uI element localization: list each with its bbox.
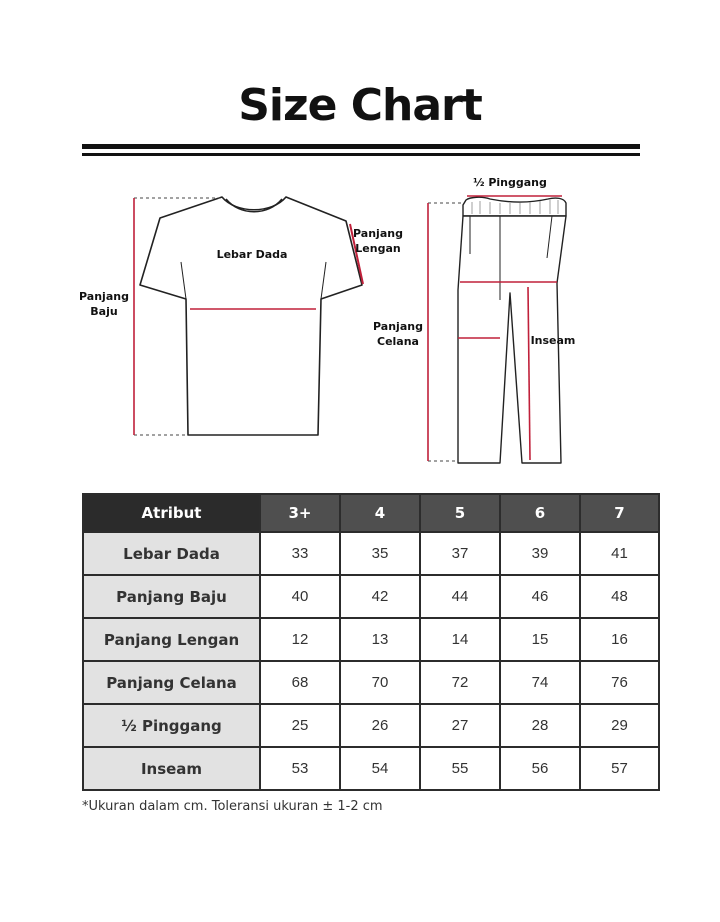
table-cell: 44 — [420, 575, 500, 618]
sleeve-length-label: Panjang Lengan — [353, 227, 403, 255]
header-size: 6 — [500, 494, 580, 532]
table-cell: 70 — [340, 661, 420, 704]
table-row — [83, 575, 659, 618]
row-label: Panjang Lengan — [83, 618, 260, 661]
row-label: Inseam — [83, 747, 260, 790]
table-cell: 40 — [260, 575, 340, 618]
table-cell: 15 — [500, 618, 580, 661]
table-cell: 74 — [500, 661, 580, 704]
table-cell: 27 — [420, 704, 500, 747]
table-cell: 54 — [340, 747, 420, 790]
header-size: 7 — [580, 494, 659, 532]
page-title: Size Chart — [238, 80, 482, 131]
half-waist-label: ½ Pinggang — [473, 176, 547, 189]
table-cell: 57 — [580, 747, 659, 790]
table-cell: 14 — [420, 618, 500, 661]
table-cell: 41 — [580, 532, 659, 575]
row-label: ½ Pinggang — [83, 704, 260, 747]
table-cell: 68 — [260, 661, 340, 704]
table-cell: 13 — [340, 618, 420, 661]
table-row — [83, 661, 659, 704]
table-cell: 37 — [420, 532, 500, 575]
table-row — [83, 704, 659, 747]
row-label: Lebar Dada — [83, 532, 260, 575]
row-label: Panjang Baju — [83, 575, 260, 618]
tolerance-note: *Ukuran dalam cm. Toleransi ukuran ± 1-2 cm — [82, 799, 383, 814]
table-cell: 26 — [340, 704, 420, 747]
table-cell: 12 — [260, 618, 340, 661]
body-length-label: Panjang Baju — [79, 290, 129, 318]
table-cell: 48 — [580, 575, 659, 618]
size-table — [82, 493, 660, 791]
table-cell: 42 — [340, 575, 420, 618]
table-cell: 56 — [500, 747, 580, 790]
inseam-label: Inseam — [530, 334, 576, 347]
header-size: 5 — [420, 494, 500, 532]
table-cell: 53 — [260, 747, 340, 790]
table-cell: 76 — [580, 661, 659, 704]
table-cell: 46 — [500, 575, 580, 618]
table-cell: 33 — [260, 532, 340, 575]
table-cell: 25 — [260, 704, 340, 747]
chest-width-label: Lebar Dada — [216, 248, 288, 261]
table-cell: 28 — [500, 704, 580, 747]
table-cell: 55 — [420, 747, 500, 790]
tshirt-illustration — [140, 197, 362, 435]
table-row — [83, 618, 659, 661]
table-cell: 16 — [580, 618, 659, 661]
row-label: Panjang Celana — [83, 661, 260, 704]
table-row — [83, 532, 659, 575]
pants-length-label: Panjang Celana — [373, 320, 423, 348]
table-cell: 29 — [580, 704, 659, 747]
table-header-row — [83, 494, 659, 532]
table-cell: 35 — [340, 532, 420, 575]
table-row — [83, 747, 659, 790]
header-size: 4 — [340, 494, 420, 532]
header-size: 3+ — [260, 494, 340, 532]
header-attribute: Atribut — [83, 494, 260, 532]
pants-illustration — [458, 197, 566, 463]
table-cell: 72 — [420, 661, 500, 704]
table-cell: 39 — [500, 532, 580, 575]
